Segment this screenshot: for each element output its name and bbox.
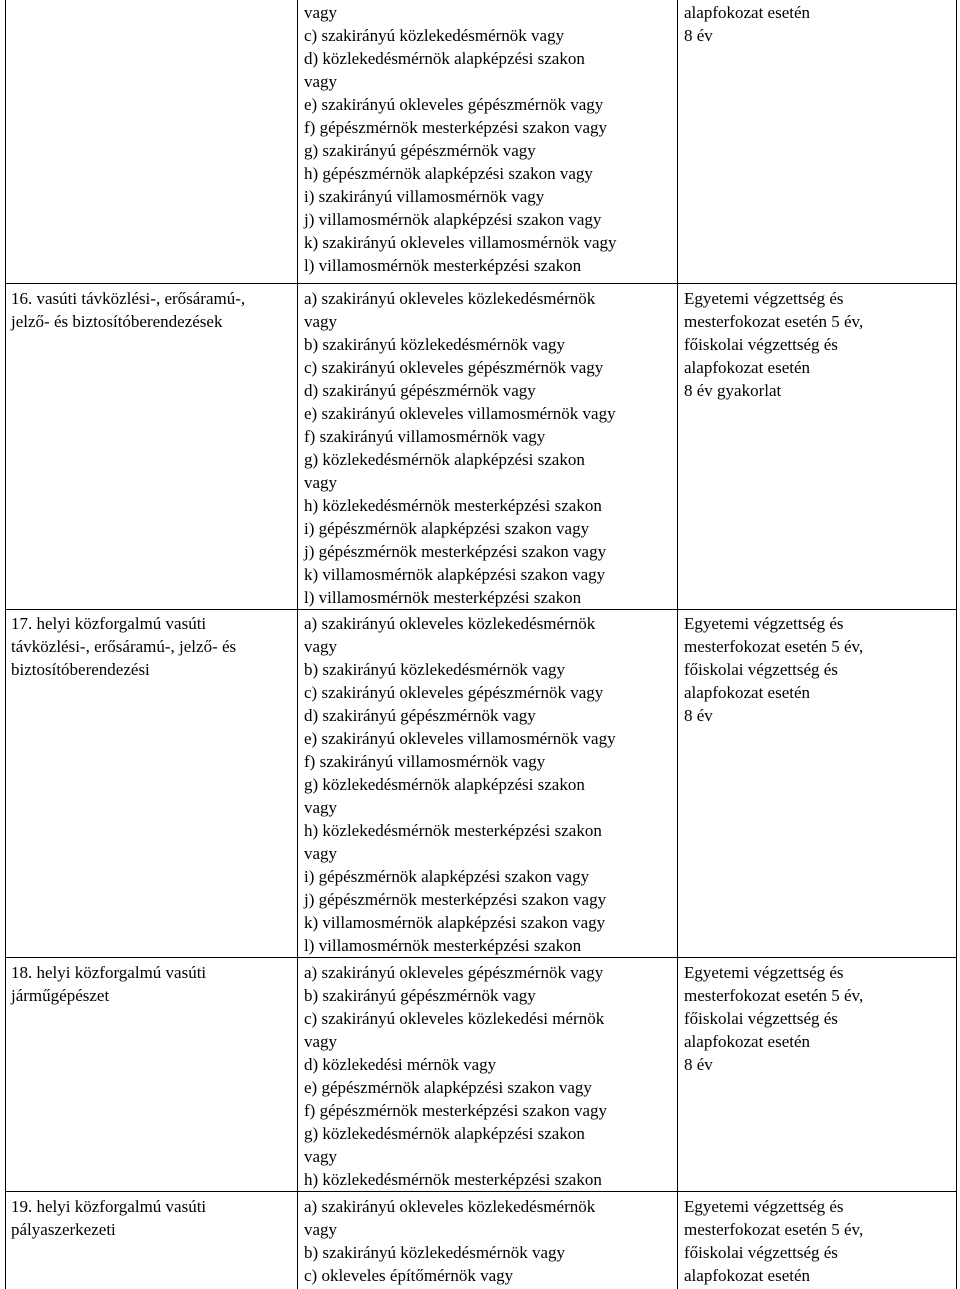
table-row	[6, 610, 957, 958]
experience-requirement-cell	[678, 958, 957, 1192]
text-line: c) okleveles építőmérnök vagy	[304, 1264, 673, 1287]
text-line: j) gépészmérnök mesterképzési szakon vagy	[304, 888, 673, 911]
text-line: e) szakirányú okleveles villamosmérnök vagy	[304, 402, 673, 425]
text-line: k) szakirányú okleveles villamosmérnök vagy	[304, 231, 673, 254]
text-line: 17. helyi közforgalmú vasúti	[11, 612, 293, 635]
text-line: vagy	[304, 1218, 673, 1241]
text-line: 19. helyi közforgalmú vasúti	[11, 1195, 293, 1218]
text-line: d) közlekedésmérnök alapképzési szakon	[304, 47, 673, 70]
text-line: l) villamosmérnök mesterképzési szakon	[304, 254, 673, 277]
table-row	[6, 958, 957, 1192]
experience-requirement-cell	[678, 1192, 957, 1289]
text-line: a) szakirányú okleveles közlekedésmérnök	[304, 612, 673, 635]
specialty-name-cell	[6, 1192, 298, 1289]
text-line: alapfokozat esetén	[684, 1264, 952, 1287]
text-line: 8 év gyakorlat	[684, 379, 952, 402]
text-line: pályaszerkezeti	[11, 1218, 293, 1241]
text-line: b) szakirányú gépészmérnök vagy	[304, 984, 673, 1007]
text-line: 8 év	[684, 1053, 952, 1076]
text-line: vagy	[304, 1145, 673, 1168]
text-line: vagy	[304, 310, 673, 333]
text-line: főiskolai végzettség és	[684, 1007, 952, 1030]
text-line: b) szakirányú közlekedésmérnök vagy	[304, 1241, 673, 1264]
text-line: főiskolai végzettség és	[684, 658, 952, 681]
text-line: d) szakirányú gépészmérnök vagy	[304, 379, 673, 402]
text-line: mesterfokozat esetén 5 év,	[684, 635, 952, 658]
text-line: 18. helyi közforgalmú vasúti	[11, 961, 293, 984]
qualifications-cell	[298, 1192, 678, 1289]
text-line: h) közlekedésmérnök mesterképzési szakon	[304, 1168, 673, 1191]
text-line: Egyetemi végzettség és	[684, 961, 952, 984]
text-line: c) szakirányú okleveles közlekedési mérnök	[304, 1007, 673, 1030]
specialty-name-cell	[6, 284, 298, 610]
table-body	[6, 0, 957, 1289]
qualifications-cell	[298, 958, 678, 1192]
text-line: vagy	[304, 635, 673, 658]
text-line: i) gépészmérnök alapképzési szakon vagy	[304, 517, 673, 540]
text-line: b) szakirányú közlekedésmérnök vagy	[304, 658, 673, 681]
specialty-name-cell	[6, 610, 298, 958]
text-line: c) szakirányú okleveles gépészmérnök vagy	[304, 681, 673, 704]
qualifications-cell	[298, 284, 678, 610]
text-line: b) szakirányú közlekedésmérnök vagy	[304, 333, 673, 356]
text-line: vagy	[304, 796, 673, 819]
text-line: a) szakirányú okleveles gépészmérnök vagy	[304, 961, 673, 984]
text-line: vagy	[304, 1030, 673, 1053]
text-line: e) szakirányú okleveles gépészmérnök vagy	[304, 93, 673, 116]
text-line: Egyetemi végzettség és	[684, 287, 952, 310]
text-line: e) szakirányú okleveles villamosmérnök vagy	[304, 727, 673, 750]
text-line: jelző- és biztosítóberendezések	[11, 310, 293, 333]
text-line: d) közlekedési mérnök vagy	[304, 1053, 673, 1076]
table-row	[6, 0, 957, 284]
experience-requirement-cell	[678, 610, 957, 958]
specialty-name-cell	[6, 958, 298, 1192]
text-line: d) szakirányú gépészmérnök vagy	[304, 704, 673, 727]
text-line: l) villamosmérnök mesterképzési szakon	[304, 934, 673, 957]
text-line: g) közlekedésmérnök alapképzési szakon	[304, 1122, 673, 1145]
text-line: biztosítóberendezési	[11, 658, 293, 681]
text-line: k) villamosmérnök alapképzési szakon vagy	[304, 911, 673, 934]
text-line: főiskolai végzettség és	[684, 1241, 952, 1264]
requirements-table	[5, 0, 957, 1289]
table-row	[6, 1192, 957, 1289]
text-line: mesterfokozat esetén 5 év,	[684, 1218, 952, 1241]
text-line: alapfokozat esetén	[684, 1, 952, 24]
text-line: távközlési-, erősáramú-, jelző- és	[11, 635, 293, 658]
text-line: 16. vasúti távközlési-, erősáramú-,	[11, 287, 293, 310]
text-line: e) gépészmérnök alapképzési szakon vagy	[304, 1076, 673, 1099]
text-line: h) gépészmérnök alapképzési szakon vagy	[304, 162, 673, 185]
text-line: l) villamosmérnök mesterképzési szakon	[304, 586, 673, 609]
experience-requirement-cell	[678, 0, 957, 284]
qualifications-cell	[298, 0, 678, 284]
text-line: k) villamosmérnök alapképzési szakon vagy	[304, 563, 673, 586]
text-line: f) szakirányú villamosmérnök vagy	[304, 425, 673, 448]
qualifications-cell	[298, 610, 678, 958]
text-line: alapfokozat esetén	[684, 356, 952, 379]
text-line: főiskolai végzettség és	[684, 333, 952, 356]
text-line: g) közlekedésmérnök alapképzési szakon	[304, 773, 673, 796]
text-line: vagy	[304, 842, 673, 865]
text-line: i) gépészmérnök alapképzési szakon vagy	[304, 865, 673, 888]
text-line: Egyetemi végzettség és	[684, 612, 952, 635]
text-line: vagy	[304, 70, 673, 93]
text-line: h) közlekedésmérnök mesterképzési szakon	[304, 494, 673, 517]
text-line: i) szakirányú villamosmérnök vagy	[304, 185, 673, 208]
text-line: vagy	[304, 471, 673, 494]
text-line: c) szakirányú okleveles gépészmérnök vagy	[304, 356, 673, 379]
text-line: g) közlekedésmérnök alapképzési szakon	[304, 448, 673, 471]
text-line: j) gépészmérnök mesterképzési szakon vagy	[304, 540, 673, 563]
text-line: f) gépészmérnök mesterképzési szakon vagy	[304, 1099, 673, 1122]
text-line: f) szakirányú villamosmérnök vagy	[304, 750, 673, 773]
specialty-name-cell	[6, 0, 298, 284]
experience-requirement-cell	[678, 284, 957, 610]
text-line: mesterfokozat esetén 5 év,	[684, 310, 952, 333]
text-line: 8 év	[684, 704, 952, 727]
text-line: alapfokozat esetén	[684, 1030, 952, 1053]
text-line: c) szakirányú közlekedésmérnök vagy	[304, 24, 673, 47]
text-line: Egyetemi végzettség és	[684, 1195, 952, 1218]
text-line: f) gépészmérnök mesterképzési szakon vagy	[304, 116, 673, 139]
text-line: g) szakirányú gépészmérnök vagy	[304, 139, 673, 162]
text-line: j) villamosmérnök alapképzési szakon vagy	[304, 208, 673, 231]
text-line: h) közlekedésmérnök mesterképzési szakon	[304, 819, 673, 842]
text-line: a) szakirányú okleveles közlekedésmérnök	[304, 1195, 673, 1218]
table-row	[6, 284, 957, 610]
text-line: mesterfokozat esetén 5 év,	[684, 984, 952, 1007]
text-line: alapfokozat esetén	[684, 681, 952, 704]
text-line: járműgépészet	[11, 984, 293, 1007]
text-line: 8 év	[684, 24, 952, 47]
text-line: a) szakirányú okleveles közlekedésmérnök	[304, 287, 673, 310]
text-line: vagy	[304, 1, 673, 24]
